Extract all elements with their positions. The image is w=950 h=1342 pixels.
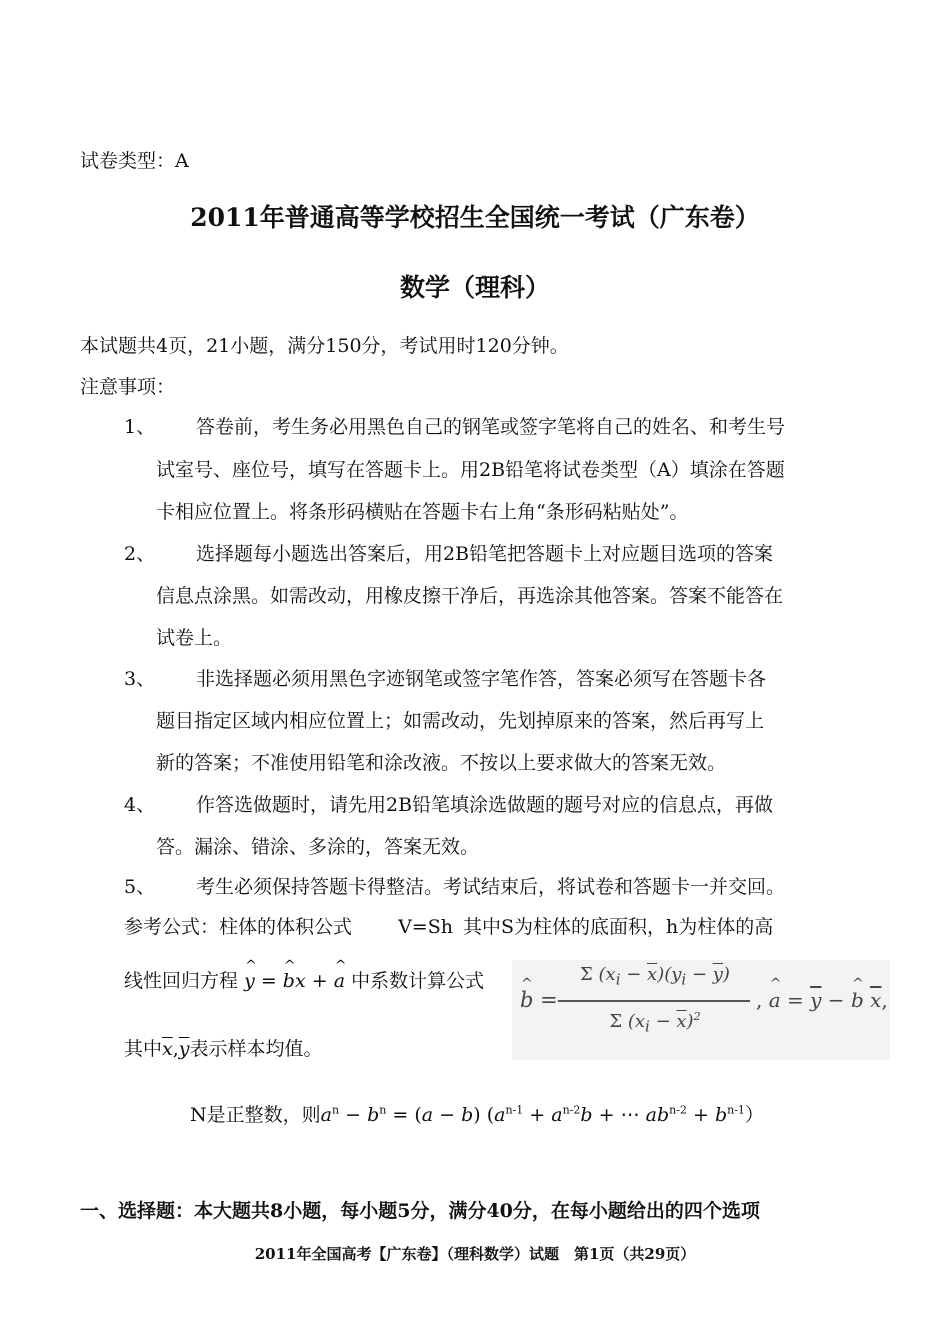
note-line: 试卷上。 [156, 627, 233, 649]
regression-prefix: 线性回归方程 [124, 970, 239, 992]
ref-formula-description: 其中S为柱体的底面积，h为柱体的高 [463, 916, 774, 938]
notice-label: 注意事项： [80, 376, 176, 398]
ref-formula-line [124, 912, 773, 939]
note-line: 卡相应位置上。将条形码横贴在答题卡右上角“条形码粘贴处”。 [156, 501, 689, 523]
note-line: 新的答案；不准使用铅笔和涂改液。不按以上要求做大的答案无效。 [156, 752, 727, 774]
regression-line [124, 966, 484, 993]
note-number: 1、 [124, 416, 156, 438]
regression-equation: ^ y = ^ bx + ^ a [244, 970, 351, 992]
b-hat-formula: ^ b = [520, 988, 558, 1012]
a-hat-formula: , ^ $a = \overline{y}$ − ^ b $\overline{x}$, [756, 988, 888, 1012]
power-difference-prefix: N是正整数，则 [190, 1104, 321, 1126]
mean-symbols: $\overline{x},\overline{y}$ [162, 1038, 190, 1060]
coefficient-formula-image [512, 960, 890, 1060]
note-line: 选择题每小题选出答案后，用2B铅笔把答题卡上对应题目选项的答案 [196, 543, 774, 565]
exam-subject: 数学（理科） [399, 273, 550, 302]
note-line: 试室号、座位号，填写在答题卡上。用2B铅笔将试卷类型（A）填涂在答题 [156, 459, 785, 481]
power-difference-line [190, 1100, 764, 1127]
note-number: 4、 [124, 794, 156, 816]
note-line: 答卷前，考生务必用黑色自己的钢笔或签字笔将自己的姓名、和考生号 [196, 416, 786, 438]
b-hat-numerator: Σ $(x_i - \overline{x})(y_i - \overline{y})$ [580, 964, 730, 989]
note-line: 题目指定区域内相应位置上；如需改动，先划掉原来的答案，然后再写上 [156, 710, 765, 732]
note-number: 5、 [124, 876, 156, 898]
note-line: 考生必须保持答题卡得整洁。考试结束后，将试卷和答题卡一并交回。 [196, 876, 786, 898]
b-hat-denominator: Σ $(x_i - \overline{x})^2$ [609, 1010, 701, 1036]
note-line: 非选择题必须用黑色字迹钢笔或签字笔作答，答案必须写在答题卡各 [196, 668, 767, 690]
paper-type: 试卷类型：A [80, 150, 189, 172]
mean-line [124, 1034, 323, 1061]
ref-formula-label: 参考公式：柱体的体积公式 [124, 916, 353, 938]
power-difference-formula: $a^n - b^n = (a - b) (a^{n-1} + a^{n-2}b$ + ⋯ $ab^{n-2} + b^{n-1}$ [320, 1103, 745, 1126]
page-footer: 2011年全国高考【广东卷】（理科数学）试题 第1页（共29页） [254, 1245, 696, 1263]
note-number: 2、 [124, 543, 156, 565]
section-heading: 一、选择题：本大题共8小题，每小题5分，满分40分，在每小题给出的四个选项 [80, 1200, 760, 1222]
power-difference-suffix: ） [744, 1104, 764, 1126]
note-number: 3、 [124, 668, 156, 690]
exam-intro: 本试题共4页，21小题，满分150分，考试用时120分钟。 [80, 335, 569, 357]
mean-prefix: 其中 [124, 1038, 163, 1060]
note-line: 答。漏涂、错涂、多涂的，答案无效。 [156, 836, 480, 858]
exam-title: 2011年普通高等学校招生全国统一考试（广东卷） [190, 203, 760, 232]
note-line: 信息点涂黑。如需改动，用橡皮擦干净后，再选涂其他答案。答案不能答在 [156, 585, 784, 607]
ref-formula-expression: V=Sh [398, 916, 453, 938]
regression-suffix: 中系数计算公式 [351, 970, 485, 992]
mean-suffix: 表示样本均值。 [189, 1038, 323, 1060]
note-line: 作答选做题时，请先用2B铅笔填涂选做题的题号对应的信息点，再做 [196, 794, 774, 816]
fraction-bar [558, 1000, 750, 1002]
